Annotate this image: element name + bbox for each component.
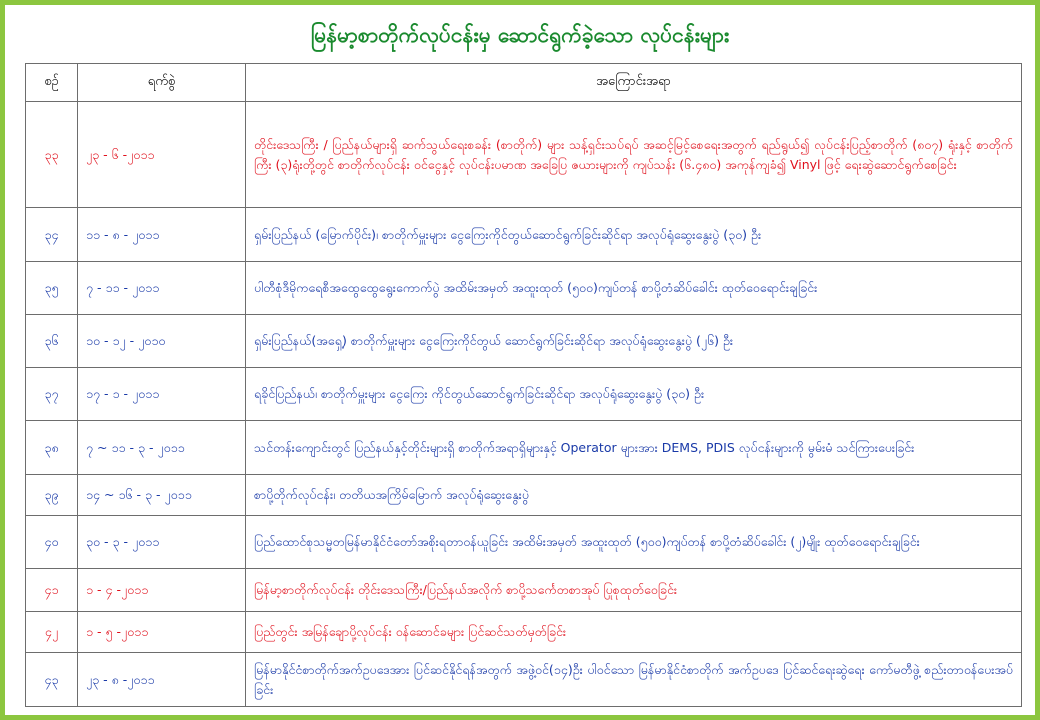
table-row [26, 475, 1022, 516]
table-row [26, 516, 1022, 569]
header-date: ရက်စွဲ [78, 64, 246, 102]
page-title: မြန်မာ့စာတိုက်လုပ်ငန်းမှ ဆောင်ရွက်ခဲ့သော လုပ်ငန်းများ [310, 23, 730, 47]
table-row [26, 262, 1022, 315]
row-date: ၁၀ - ၁၂ - ၂၀၁၀ [78, 315, 246, 368]
row-no: ၃၇ [26, 368, 78, 421]
row-desc: မြန်မာ့စာတိုက်လုပ်ငန်း တိုင်းဒေသကြီး/ပြည်နယ်အလိုက် စာပို့သင်္ကေတစာအုပ် ပြုစုထုတ်ဝေခြင်း [246, 569, 1022, 612]
row-no: ၃၃ [26, 102, 78, 208]
row-desc: ရခိုင်ပြည်နယ်၊ စာတိုက်မှူးများ ငွေကြေး ကိုင်တွယ်ဆောင်ရွက်ခြင်းဆိုင်ရာ အလုပ်ရုံဆွေးနွေးပွဲ (၃၀) ဦး [246, 368, 1022, 421]
row-no: ၃၆ [26, 315, 78, 368]
table-row [26, 421, 1022, 475]
row-desc: မြန်မာနိုင်ငံစာတိုက်အက်ဥပဒေအား ပြင်ဆင်နိုင်ရန်အတွက် အဖွဲ့ဝင်(၁၄)ဦး ပါဝင်သော မြန်မာနိုင်ငံစာတိုက် အက်ဥပဒေ ပြင်ဆင်ရေးဆွဲရေး ကော်မတီဖွဲ့ စည်းတာဝန်ပေးအပ်ခြင်း [246, 653, 1022, 707]
events-table [25, 63, 1022, 707]
row-no: ၃၉ [26, 475, 78, 516]
row-no: ၄၀ [26, 516, 78, 569]
header-no: စဉ် [26, 64, 78, 102]
row-date: ၁ - ၄ -၂၀၁၁ [78, 569, 246, 612]
row-date: ၃၀ - ၃ - ၂၀၁၁ [78, 516, 246, 569]
row-desc: ရှမ်းပြည်နယ် (မြောက်ပိုင်း)၊ စာတိုက်မှူးများ ငွေကြေးကိုင်တွယ်ဆောင်ရွက်ခြင်းဆိုင်ရာ အလုပ်ရုံဆွေးနွေးပွဲ (၃၀) ဦး [246, 208, 1022, 262]
row-no: ၄၃ [26, 653, 78, 707]
row-date: ၁ - ၅ -၂၀၁၁ [78, 612, 246, 653]
row-date: ၁၁ - ၈ - ၂၀၁၁ [78, 208, 246, 262]
table-row [26, 368, 1022, 421]
table-header-row [26, 64, 1022, 102]
table-row [26, 102, 1022, 208]
row-desc: သင်တန်းကျောင်းတွင် ပြည်နယ်နှင့်တိုင်းများရှိ စာတိုက်အရာရှိများနှင့် Operator များအား DEMS, PDIS လုပ်ငန်းများကို မွမ်းမံ သင်ကြားပေးခြင်း [246, 421, 1022, 475]
table-row [26, 315, 1022, 368]
row-date: ၂၃ - ၆ -၂၀၁၁ [78, 102, 246, 208]
row-date: ၂၃ - ၈ -၂၀၁၁ [78, 653, 246, 707]
row-desc: ပြည်တွင်း အမြန်ချောပို့လုပ်ငန်း ဝန်ဆောင်ခများ ပြင်ဆင်သတ်မှတ်ခြင်း [246, 612, 1022, 653]
row-desc: ပါတီစုံဒီမိုကရေစီအထွေထွေရွေးကောက်ပွဲ အထိမ်းအမှတ် အထူးထုတ် (၅၀၀)ကျပ်တန် စာပို့တံဆိပ်ခေါင်း ထုတ်ဝေရောင်းချခြင်း [246, 262, 1022, 315]
row-no: ၃၈ [26, 421, 78, 475]
row-date: ၇ ~ ၁၁ - ၃ - ၂၀၁၁ [78, 421, 246, 475]
row-desc: တိုင်းဒေသကြီး / ပြည်နယ်များရှိ ဆက်သွယ်ရေးစခန်း (စာတိုက်) များ သန့်ရှင်းသပ်ရပ် အဆင့်မြင့်စေရေးအတွက် ရည်ရွယ်၍ လုပ်ငန်းပြည့်စာတိုက် (၈၀၇) ရုံးနှင့် စာတိုက်ကြီး (၃)ရုံးတို့တွင် စာတိုက်လုပ်ငန်း ဝင်ငွေနှင့် လုပ်ငန်းပမာဏ အခြေပြ ဇယားများကို ကျပ်သန်း (၆.၄၈၀) အကုန်ကျခံ၍ Vinyl ဖြင့် ရေးဆွဲဆောင်ရွက်စေခြင်း [246, 102, 1022, 208]
row-desc: ရှမ်းပြည်နယ်(အရှေ့) စာတိုက်မှူးများ ငွေကြေးကိုင်တွယ် ဆောင်ရွက်ခြင်းဆိုင်ရာ အလုပ်ရုံဆွေးနွေးပွဲ (၂၆) ဦး [246, 315, 1022, 368]
row-date: ၁၇ - ၁ - ၂၀၁၁ [78, 368, 246, 421]
header-desc: အကြောင်းအရာ [246, 64, 1022, 102]
row-date: ၇ - ၁၁ - ၂၀၁၁ [78, 262, 246, 315]
row-desc: ပြည်ထောင်စုသမ္မတမြန်မာနိုင်ငံတော်အစိုးရတာဝန်ယူခြင်း အထိမ်းအမှတ် အထူးထုတ် (၅၀၀)ကျပ်တန် စာပို့တံဆိပ်ခေါင်း (၂)မျိုး ထုတ်ဝေရောင်းချခြင်း [246, 516, 1022, 569]
table-row [26, 569, 1022, 612]
row-no: ၄၁ [26, 569, 78, 612]
table-row [26, 208, 1022, 262]
row-no: ၃၄ [26, 208, 78, 262]
table-row [26, 612, 1022, 653]
table-row [26, 653, 1022, 707]
row-desc: စာပို့တိုက်လုပ်ငန်း၊ တတိယအကြိမ်မြောက် အလုပ်ရုံဆွေးနွေးပွဲ [246, 475, 1022, 516]
row-date: ၁၄ ~ ၁၆ - ၃ - ၂၀၁၁ [78, 475, 246, 516]
row-no: ၃၅ [26, 262, 78, 315]
row-no: ၄၂ [26, 612, 78, 653]
